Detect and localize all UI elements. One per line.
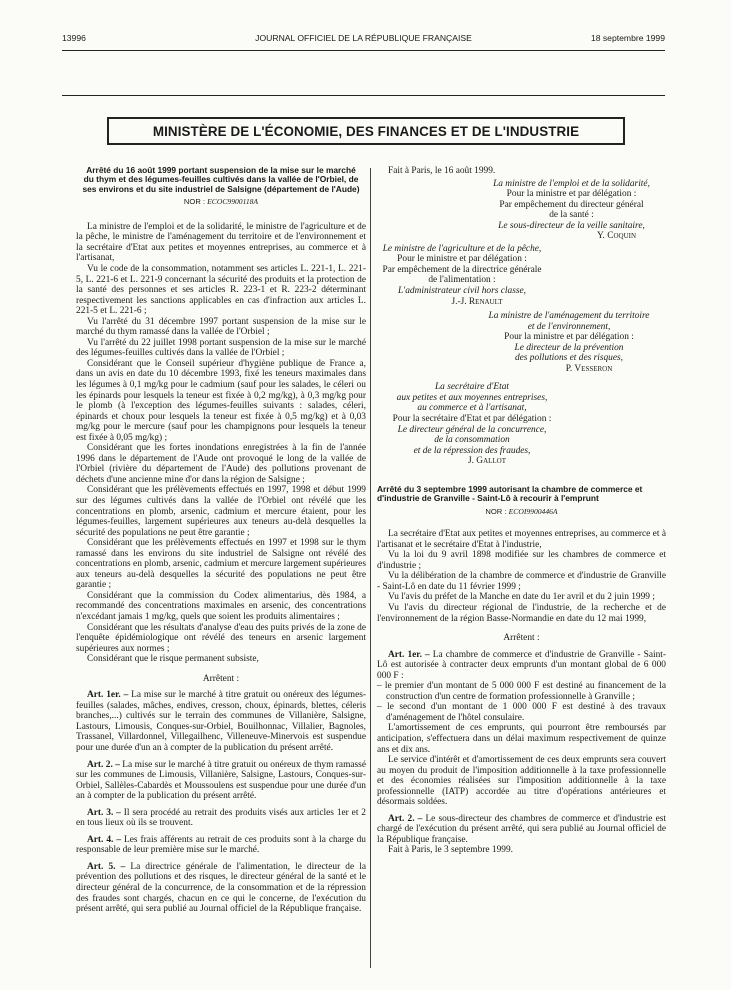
paragraph: Considérant que les prélèvements effectués en 1997, 1998 et début 1999 sur des légumes cultivés dans la vallée de l'Orbiel ont révélé que les concentrations en plomb, arsenic, cadmium et mercure étaient, pour les légumes-feuilles, largement supérieures aux teneurs au-delà desquelles la sécurité des populations ne peut être garantie ; — [76, 485, 366, 538]
article-text: Les frais afférents au retrait de ces produits sont à la charge du responsable de leur première mise sur le marché. — [76, 834, 366, 856]
paragraph: Le service d'intérêt et d'amortissement de ces deux emprunts sera couvert au moyen du produit de l'imposition additionnelle à la taxe professionnelle et des économies réalisées sur l'imposition additionnelle à la taxe professionnelle (IATP) accordée au titre d'opérations antérieures et désormais soldées. — [377, 755, 666, 808]
arrete-title: Arrêté du 3 septembre 1999 autorisant la chambre de commerce et d'industrie de Granville - Saint-Lô à recourir à l'emprunt — [377, 483, 643, 504]
paragraph: Considérant que les prélèvements effectués en 1997 et 1998 sur le thym ramassé dans les environs du site industriel de Salsigne ont révélé des concentrations en plomb, arsenic, cadmium et mercure largement supérieures aux teneurs au-delà desquelles la sécurité des populations ne peut être garantie ; — [76, 538, 366, 591]
article-text: La mise sur le marché à titre gratuit ou onéreux de thym ramassé sur les communes de Limousis, Villanière, Salsigne, Lastours, Conques-sur-Orbiel, Sallèles-Cabardès et Moussoulens est suspendue pour une durée d'un an à compter de la publication du présent arrêté. — [76, 759, 366, 802]
paragraph: L'amortissement de ces emprunts, qui pourront être remboursés par anticipation, s'effectuera dans un délai maximum respectivement de quinze ans et dix ans. — [377, 723, 666, 755]
nor-label: NOR : — [183, 197, 206, 207]
signatory-title: La secrétaire d'Etat — [434, 382, 510, 393]
article-2 — [76, 760, 366, 802]
signatory-title: des pollutions et des risques, — [514, 353, 624, 364]
ministry-box — [107, 117, 625, 145]
paragraph: La ministre de l'emploi et de la solidarité, le ministre de l'agriculture et de la pêche, le ministre de l'aménagement du territoire et de l'environnement et la secrétaire d'Etat aux petites et moyennes entreprises, au commerce et à l'artisanat, — [76, 221, 366, 264]
signatory-line: Par empêchement du directeur général — [499, 199, 644, 210]
done-at: Fait à Paris, le 3 septembre 1999. — [388, 845, 513, 856]
article-4 — [76, 835, 366, 856]
nor-reference — [76, 197, 366, 208]
article-text: La mise sur le marché à titre gratuit ou onéreux des légumes-feuilles (salades, mâches, endives, cresson, choux, épinards, blettes, céleris branches,...) cultivés sur le terrain des communes de Villanière, Salsigne, Lastours, Limousis, Conques-sur-Orbiel, Bouilhonnac, Villalier, Bagnoles, Trassanel, Villardonnel, Villegailhenc, Villeneuve-Minervois est suspendue pour une durée d'un an à compter de la publication du présent arrêté. — [76, 690, 367, 754]
article-2 — [377, 814, 666, 846]
list-item: – le second d'un montant de 1 000 000 F est destiné à des travaux d'aménagement de l'hôtel consulaire. — [377, 702, 666, 723]
signatory-title: de la consommation — [434, 435, 510, 446]
issue-date: 18 septembre 1999 — [590, 33, 665, 43]
article-label: Art. 4. – — [87, 834, 122, 845]
signatory-line: Par empêchement de la directrice générale — [382, 264, 542, 275]
signatory-line: de l'alimentation : — [428, 275, 496, 286]
signatory-line: Pour la ministre et par délégation : — [506, 189, 637, 200]
signatory-title: La ministre de l'aménagement du territoire — [488, 311, 650, 322]
article-label: Art. 2. – — [388, 813, 423, 824]
nor-code: ECOI9900446A — [508, 506, 558, 516]
nor-reference — [377, 507, 666, 518]
paragraph: Considérant que la commission du Codex alimentarius, dès 1984, a recommandé des concentrations maximales en arsenic, des concentrations n'excédant jamais 1 mg/kg, quels que soient les produits alimentaires ; — [76, 590, 366, 622]
arrete-title: Arrêté du 16 août 1999 portant suspension de la mise sur le marché du thym et des légumes-feuilles cultivés dans la vallée de l'Orbiel, de ses environs et du site industriel de Salsigne (département de l'Aude) — [82, 165, 360, 194]
signatory-title: L'administrateur civil hors classe, — [397, 286, 527, 297]
paragraph: La secrétaire d'Etat aux petites et moyennes entreprises, au commerce et à l'artisanat et le secrétaire d'Etat à l'industrie, — [377, 529, 666, 550]
paragraph: Vu la délibération de la chambre de commerce et d'industrie de Granville - Saint-Lô en date du 11 février 1999 ; — [377, 571, 666, 592]
list-item: – le premier d'un montant de 5 000 000 F est destiné au financement de la construction d'un centre de formation professionnelle à Granville ; — [377, 681, 666, 702]
signatory-title: Le directeur de la prévention — [514, 342, 624, 353]
signatory-name: P. Vesseron — [565, 363, 613, 374]
signatory-title: Le ministre de l'agriculture et de la pêche, — [382, 243, 542, 254]
signatory-name: J.-J. Renault — [451, 296, 503, 307]
paragraph: Considérant que les résultats d'analyse d'eau des puits privés de la zone de l'enquête épidémiologique ont révélé des teneurs en arsenic largement supérieures aux normes ; — [76, 622, 366, 654]
article-1 — [76, 690, 366, 753]
paragraph: Vu l'avis du directeur régional de l'industrie, de la recherche et de l'environnement de la région Basse-Normandie en date du 12 mai 1999, — [377, 602, 666, 624]
journal-title: JOURNAL OFFICIEL DE LA RÉPUBLIQUE FRANÇAISE — [255, 33, 472, 43]
signature-block-emploi — [477, 179, 666, 242]
page-number: 13996 — [62, 33, 86, 43]
article-text: Le sous-directeur des chambres de commerce et d'industrie est chargé de l'exécution du présent arrêté, qui sera publié au Journal officiel de la République française. — [377, 813, 666, 845]
signatory-name: J. Gallot — [467, 456, 507, 467]
signatory-line: Pour le ministre et par délégation : — [397, 254, 527, 265]
article-3 — [76, 808, 366, 829]
paragraph: Vu la loi du 9 avril 1898 modifiée sur les chambres de commerce et d'industrie ; — [377, 550, 666, 571]
signatory-title: La ministre de l'emploi et de la solidarité, — [493, 178, 650, 189]
paragraph: Considérant que les fortes inondations enregistrées à la fin de l'année 1996 dans le département de l'Aude ont provoqué le long de la vallée de l'Orbiel (rivière du département de l'Aude) des pollutions provenant de déchets d'une ancienne mine d'or dans la région de Salsigne ; — [76, 443, 366, 485]
article-text: La directrice générale de l'alimentation, le directeur de la prévention des pollutions et des risques, le directeur général de la santé et le directeur général de la concurrence, de la consommation et de la répression des fraudes sont chargés, chacun en ce qui le concerne, de l'exécution du présent arrêté, qui sera publié au Journal officiel de la République française. — [76, 861, 366, 915]
arretent-heading: Arrêtent : — [503, 633, 540, 644]
paragraph: Vu le code de la consommation, notamment ses articles L. 221-1, L. 221-5, L. 221-6 et L. 221-9 concernant la sécurité des produits et la protection de la santé des personnes et ses articles R. 223-1 et R. 223-2 déterminant respectivement les sanctions applicables en cas d'infraction aux articles L. 221-5 et L. 221-6 ; — [76, 263, 366, 317]
signatory-title: Le directeur général de la concurrence, — [397, 424, 547, 435]
ministry-title: MINISTÈRE DE L'ÉCONOMIE, DES FINANCES ET DE L'INDUSTRIE — [152, 123, 580, 139]
header-rule — [62, 50, 665, 51]
article-label: Art. 3. – — [87, 807, 121, 818]
article-label: Art. 1er. – — [87, 690, 129, 701]
arretent-heading: Arrêtent : — [202, 673, 240, 684]
signature-block-amenagement — [472, 311, 666, 374]
article-text: Il sera procédé au retrait des produits visés aux articles 1er et 2 en tous lieux où ils se trouvent. — [76, 807, 366, 829]
paragraph: Vu l'arrêté du 31 décembre 1997 portant suspension de la mise sur le marché du thym ramassé dans la vallée de l'Orbiel ; — [76, 316, 366, 338]
article-text: La chambre de commerce et d'industrie de Granville - Saint-Lô est autorisée à contracter deux emprunts d'un montant global de 6 000 000 F : — [377, 649, 667, 681]
paragraph: Considérant que le risque permanent subsiste, — [87, 654, 259, 665]
paragraph: Considérant que le Conseil supérieur d'hygiène publique de France a, dans un avis en date du 10 décembre 1993, fixé les teneurs maximales dans les légumes à 0,1 mg/kg pour le cadmium (sauf pour les salades, le céleri ou les épinards pour lesquels la teneur est fixée à 0,2 mg/kg), à 0,3 mg/kg pour le plomb (à l'exception des légumes-feuilles suivants : salades, céleri, épinards et choux pour lesquels la teneur est fixée à 0,5 mg/kg) et à 0,03 mg/kg pour le mercure (sauf pour les champignons pour lesquels la teneur est fixée à 0,05 mg/kg) ; — [76, 358, 366, 443]
signatory-title: au commerce et à l'artisanat, — [417, 403, 527, 414]
nor-code: ECOC9900118A — [207, 197, 259, 207]
article-label: Art. 1er. – — [388, 649, 430, 660]
right-column — [377, 166, 666, 856]
paragraph: Vu l'avis du préfet de la Manche en date du 1er avril et du 2 juin 1999 ; — [388, 592, 655, 603]
done-at: Fait à Paris, le 16 août 1999. — [388, 166, 496, 176]
left-column — [76, 166, 366, 915]
article-1 — [377, 650, 666, 682]
signatory-title: et de la répression des fraudes, — [413, 445, 531, 456]
signatory-title: et de l'environnement, — [527, 321, 611, 332]
page-header — [62, 33, 665, 47]
signatory-line: Pour la secrétaire d'Etat et par délégation : — [392, 414, 552, 425]
signatory-line: de la santé : — [549, 210, 594, 221]
column-divider — [370, 168, 371, 968]
paragraph: Vu l'arrêté du 22 juillet 1998 portant suspension de la mise sur le marché des légumes-feuilles cultivés dans la vallée de l'Orbiel ; — [76, 337, 366, 359]
signatory-name: Y. Coquin — [596, 231, 637, 242]
signature-block-pme — [377, 382, 567, 466]
signatory-line: Pour la ministre et par délégation : — [504, 332, 634, 343]
section-rule — [62, 95, 665, 96]
signatory-title: aux petites et aux moyennes entreprises, — [396, 392, 548, 403]
signature-block-agriculture — [377, 244, 547, 307]
article-label: Art. 2. – — [87, 759, 120, 770]
article-5 — [76, 862, 366, 915]
nor-label: NOR : — [485, 506, 507, 516]
signatory-title: Le sous-directeur de la veille sanitaire, — [498, 220, 645, 231]
article-label: Art. 5. – — [87, 861, 126, 872]
